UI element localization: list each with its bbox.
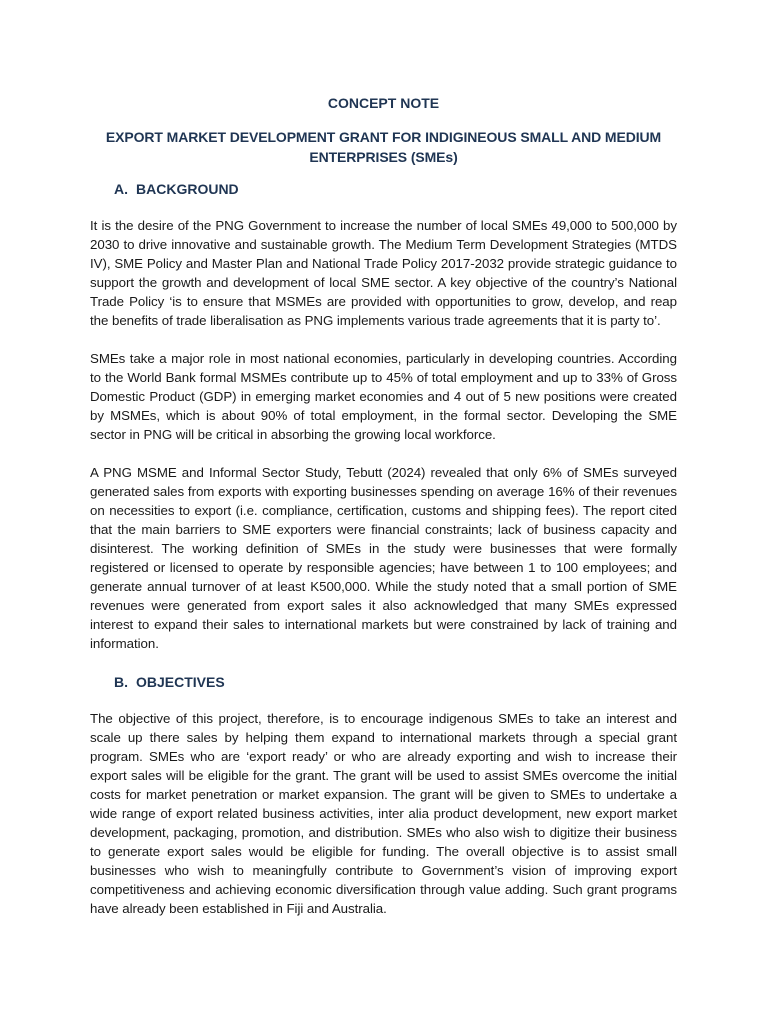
- section-heading-objectives: [90, 672, 677, 692]
- document-subtitle: EXPORT MARKET DEVELOPMENT GRANT FOR INDIGINEOUS SMALL AND MEDIUM ENTERPRISES (SMEs): [105, 129, 662, 165]
- paragraph: A PNG MSME and Informal Sector Study, Tebutt (2024) revealed that only 6% of SMEs surveyed generated sales from exports with exporting businesses spending on average 16% of their revenues on necessities to export (i.e. compliance, certification, customs and shipping fees). The report cited that the main barriers to SME exporters were financial constraints; lack of business capacity and disinterest. The working definition of SMEs in the study were businesses that were formally registered or licensed to operate by responsible agencies; have between 1 to 100 employees; and generate annual turnover of at least K500,000. While the study noted that a small portion of SME revenues were generated from export sales it also acknowledged that many SMEs expressed interest to expand their sales to international markets but were constrained by lack of training and information.: [90, 465, 677, 651]
- section-number: A.: [114, 181, 128, 197]
- paragraph: SMEs take a major role in most national economies, particularly in developing countries. According to the World Bank formal MSMEs contribute up to 45% of total employment and up to 33% of Gross Domestic Product (GDP) in emerging market economies and 4 out of 5 new positions were created by MSMEs, which is about 90% of total employment, in the formal sector. Developing the SME sector in PNG will be critical in absorbing the growing local workforce.: [90, 351, 677, 442]
- page-title: CONCEPT NOTE: [327, 95, 440, 111]
- section-heading-label: BACKGROUND: [136, 181, 239, 197]
- section-heading-background: [90, 179, 677, 199]
- section-background: [90, 179, 677, 653]
- section-number: B.: [114, 674, 128, 690]
- paragraph: It is the desire of the PNG Government to increase the number of local SMEs 49,000 to 500,000 by 2030 to drive innovative and sustainable growth. The Medium Term Development Strategies (MTDS IV), SME Policy and Master Plan and National Trade Policy 2017-2032 provide strategic guidance to support the growth and development of local SME sector. A key objective of the country’s National Trade Policy ‘is to ensure that MSMEs are provided with opportunities to grow, develop, and reap the benefits of trade liberalisation as PNG implements various trade agreements that it is party to’.: [90, 218, 677, 328]
- paragraph: The objective of this project, therefore, is to encourage indigenous SMEs to take an interest and scale up there sales by helping them expand to international markets through a special grant program. SMEs who are ‘export ready’ or who are already exporting and wish to increase their export sales will be eligible for the grant. The grant will be used to assist SMEs overcome the initial costs for market penetration or market expansion. The grant will be given to SMEs to undertake a wide range of export related business activities, inter alia product development, new export market development, packaging, promotion, and distribution. SMEs who also wish to digitize their business to generate export sales would be eligible for funding. The overall objective is to assist small businesses who wish to meaningfully contribute to Government’s vision of improving export competitiveness and achieving economic diversification through value adding. Such grant programs have already been established in Fiji and Australia.: [90, 711, 677, 916]
- section-heading-label: OBJECTIVES: [136, 674, 225, 690]
- section-objectives: [90, 672, 677, 918]
